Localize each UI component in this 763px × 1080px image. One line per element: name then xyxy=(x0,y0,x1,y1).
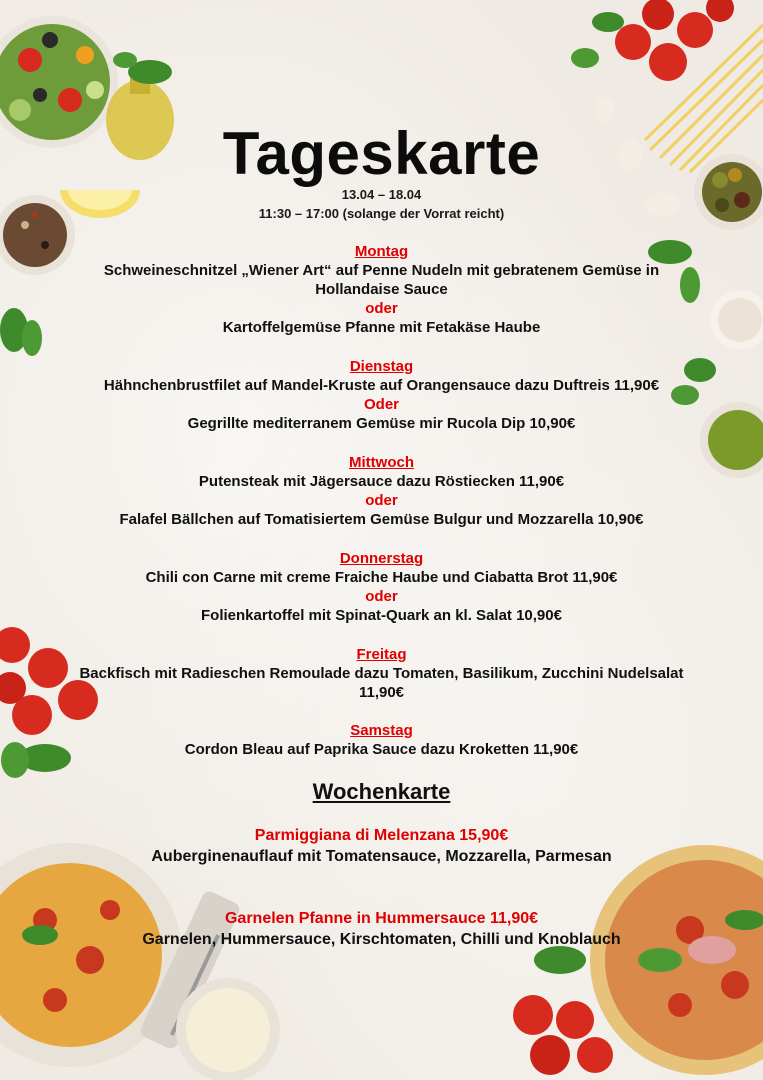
page-title: Tageskarte xyxy=(222,120,541,187)
date-range: 13.04 – 18.04 xyxy=(341,187,422,202)
day-heading-donnerstag: Donnerstag xyxy=(339,550,424,567)
opening-hours: 11:30 – 17:00 (solange der Vorrat reicht) xyxy=(258,206,505,221)
dish-line: Gegrillte mediterranem Gemüse mir Rucola Dip 10,90€ xyxy=(187,415,576,432)
dish-line: Putensteak mit Jägersauce dazu Röstiecken 11,90€ xyxy=(198,473,565,490)
weekly-dish-description: Auberginenauflauf mit Tomatensauce, Mozzarella, Parmesan xyxy=(151,848,612,865)
dish-line: Schweineschnitzel „Wiener Art“ auf Penne Nudeln mit gebratenem Gemüse in xyxy=(103,262,660,279)
dish-line: Falafel Bällchen auf Tomatisiertem Gemüse Bulgur und Mozzarella 10,90€ xyxy=(119,511,644,528)
dish-line: 11,90€ xyxy=(358,684,405,701)
separator-oder: Oder xyxy=(363,396,399,413)
separator-oder: oder xyxy=(365,300,398,317)
separator-oder: oder xyxy=(365,588,398,605)
dish-line: Chili con Carne mit creme Fraiche Haube und Ciabatta Brot 11,90€ xyxy=(145,569,618,586)
separator-oder: oder xyxy=(365,492,398,509)
dish-line: Folienkartoffel mit Spinat-Quark an kl. Salat 10,90€ xyxy=(201,607,562,624)
day-heading-mittwoch: Mittwoch xyxy=(349,454,414,471)
weekly-dish-name: Parmiggiana di Melenzana 15,90€ xyxy=(254,827,509,844)
dish-line: Cordon Bleau auf Paprika Sauce dazu Kroketten 11,90€ xyxy=(184,741,579,758)
day-heading-samstag: Samstag xyxy=(350,722,413,739)
weekly-dish-description: Garnelen, Hummersauce, Kirschtomaten, Chilli und Knoblauch xyxy=(142,931,621,948)
dish-line: Hähnchenbrustfilet auf Mandel-Kruste auf Orangensauce dazu Duftreis 11,90€ xyxy=(103,377,660,394)
day-heading-montag: Montag xyxy=(354,243,409,260)
weekly-dish-name: Garnelen Pfanne in Hummersauce 11,90€ xyxy=(224,910,539,927)
dish-line: Hollandaise Sauce xyxy=(315,281,448,298)
day-heading-dienstag: Dienstag xyxy=(349,358,414,375)
dish-line: Kartoffelgemüse Pfanne mit Fetakäse Haube xyxy=(222,319,541,336)
weekly-menu-title: Wochenkarte xyxy=(312,779,451,804)
day-heading-freitag: Freitag xyxy=(356,646,407,663)
dish-line: Backfisch mit Radieschen Remoulade dazu Tomaten, Basilikum, Zucchini Nudelsalat xyxy=(79,665,684,682)
